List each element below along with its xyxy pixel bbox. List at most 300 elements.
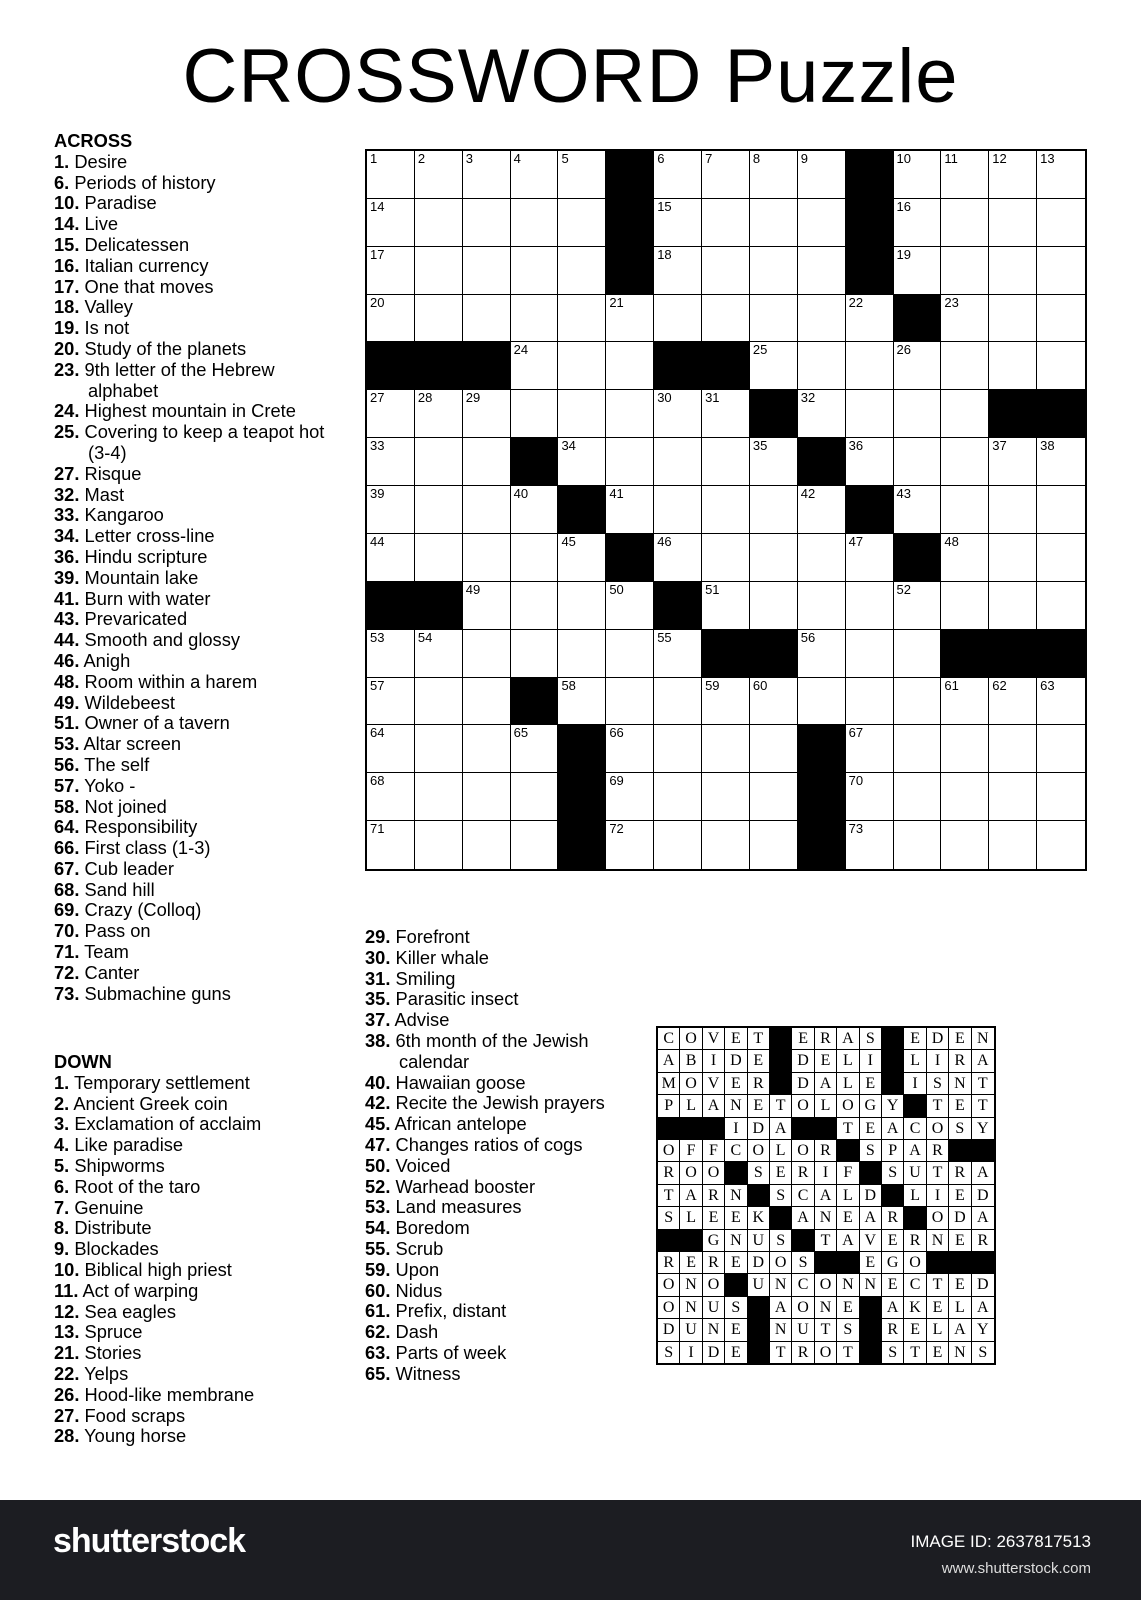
grid-cell[interactable] [1037,678,1085,726]
grid-cell[interactable] [463,821,511,869]
grid-cell[interactable] [367,151,415,199]
clue-number-label: 68 [370,773,385,789]
down-clue-list-continued [365,927,605,1385]
clue-number: 6. [54,171,70,193]
grid-cell[interactable] [846,678,894,726]
grid-cell[interactable] [511,582,559,630]
solution-cell: T [770,1342,792,1364]
down-clues [54,1052,344,1447]
solution-cell: E [904,1319,926,1341]
grid-cell[interactable] [606,486,654,534]
grid-cell[interactable] [606,390,654,438]
solution-cell: I [904,1073,926,1095]
grid-cell[interactable] [463,247,511,295]
clue-text: Canter [79,961,140,983]
solution-cell: N [725,1095,747,1117]
across-clue [54,963,344,984]
grid-cell[interactable] [750,773,798,821]
across-clues [54,131,344,1004]
grid-cell[interactable] [415,199,463,247]
grid-cell[interactable] [558,390,606,438]
grid-cell[interactable] [606,295,654,343]
grid-cell[interactable] [511,390,559,438]
down-clue [365,1218,605,1239]
grid-cell[interactable] [989,534,1037,582]
grid-cell[interactable] [798,247,846,295]
grid-cell[interactable] [894,773,942,821]
grid-cell[interactable] [367,630,415,678]
grid-cell[interactable] [1037,438,1085,486]
grid-cell[interactable] [894,199,942,247]
grid-cell[interactable] [941,725,989,773]
grid-cell[interactable] [511,151,559,199]
solution-cell: N [725,1230,747,1252]
black-square [702,630,750,678]
grid-cell[interactable] [415,678,463,726]
grid-cell[interactable] [511,773,559,821]
grid-cell[interactable] [941,199,989,247]
grid-cell[interactable] [989,151,1037,199]
grid-cell[interactable] [606,438,654,486]
grid-cell[interactable] [654,247,702,295]
grid-cell[interactable] [463,582,511,630]
grid-cell[interactable] [941,247,989,295]
black-square [837,1140,859,1162]
grid-cell[interactable] [463,725,511,773]
clue-number: 69. [54,899,80,921]
black-square [770,1050,792,1072]
grid-cell[interactable] [702,773,750,821]
across-clue [54,859,344,880]
down-clue [54,1406,344,1427]
grid-cell[interactable] [511,725,559,773]
grid-cell[interactable] [415,773,463,821]
grid-cell[interactable] [750,534,798,582]
grid-cell[interactable] [798,151,846,199]
grid-cell[interactable] [894,247,942,295]
clue-text: Boredom [390,1217,470,1239]
solution-cell: N [949,1073,971,1095]
grid-cell[interactable] [558,342,606,390]
clue-text: Warhead booster [390,1175,536,1197]
solution-cell: O [658,1140,680,1162]
across-clue [54,422,344,464]
clue-number-label: 21 [609,294,624,310]
solution-cell: A [837,1028,859,1050]
clue-text: Responsibility [79,816,198,838]
grid-cell[interactable] [798,630,846,678]
black-square [904,1095,926,1117]
clue-number: 42. [365,1092,391,1114]
grid-cell[interactable] [558,151,606,199]
solution-cell: O [680,1162,702,1184]
grid-cell[interactable] [511,821,559,869]
grid-cell[interactable] [846,821,894,869]
grid-cell[interactable] [415,725,463,773]
solution-cell: R [815,1140,837,1162]
grid-cell[interactable] [367,486,415,534]
across-clue [54,152,344,173]
grid-cell[interactable] [558,630,606,678]
grid-cell[interactable] [894,486,942,534]
grid-cell[interactable] [367,247,415,295]
grid-cell[interactable] [558,438,606,486]
grid-cell[interactable] [558,247,606,295]
solution-cell: L [904,1050,926,1072]
grid-cell[interactable] [798,390,846,438]
grid-cell[interactable] [941,295,989,343]
grid-cell[interactable] [463,773,511,821]
grid-cell[interactable] [654,438,702,486]
solution-cell: T [972,1095,994,1117]
across-clue [54,630,344,651]
grid-cell[interactable] [463,151,511,199]
clue-number-label: 62 [992,677,1007,693]
clue-number: 17. [54,275,80,297]
black-square [798,725,846,773]
grid-cell[interactable] [750,151,798,199]
grid-cell[interactable] [846,390,894,438]
grid-cell[interactable] [941,151,989,199]
grid-cell[interactable] [989,486,1037,534]
grid-cell[interactable] [415,247,463,295]
grid-cell[interactable] [989,342,1037,390]
grid-cell[interactable] [750,725,798,773]
grid-cell[interactable] [989,199,1037,247]
grid-cell[interactable] [989,773,1037,821]
grid-cell[interactable] [894,342,942,390]
grid-cell[interactable] [846,582,894,630]
down-clue [54,1281,344,1302]
clue-number: 61. [365,1300,391,1322]
grid-cell[interactable] [750,247,798,295]
clue-number: 14. [54,213,80,235]
grid-cell[interactable] [941,390,989,438]
grid-cell[interactable] [511,486,559,534]
clue-text: One that moves [79,275,214,297]
clue-number-label: 55 [657,629,672,645]
grid-cell[interactable] [894,678,942,726]
grid-cell[interactable] [367,821,415,869]
clue-number: 6. [54,1175,70,1197]
grid-cell[interactable] [367,295,415,343]
grid-cell[interactable] [750,438,798,486]
solution-cell: U [703,1297,725,1319]
black-square [658,1118,680,1140]
grid-cell[interactable] [894,582,942,630]
grid-cell[interactable] [750,486,798,534]
clue-number-label: 57 [370,677,385,693]
clue-text: Valley [79,296,133,318]
grid-cell[interactable] [702,199,750,247]
grid-cell[interactable] [941,342,989,390]
grid-cell[interactable] [511,630,559,678]
black-square [606,151,654,199]
grid-cell[interactable] [798,199,846,247]
solution-cell: D [703,1342,725,1364]
grid-cell[interactable] [798,582,846,630]
grid-cell[interactable] [702,725,750,773]
clue-number-label: 53 [370,629,385,645]
grid-cell[interactable] [894,151,942,199]
grid-cell[interactable] [989,725,1037,773]
grid-cell[interactable] [606,821,654,869]
solution-cell: E [725,1342,747,1364]
solution-cell: S [882,1162,904,1184]
grid-cell[interactable] [1037,342,1085,390]
grid-cell[interactable] [367,438,415,486]
black-square [558,773,606,821]
grid-cell[interactable] [798,534,846,582]
grid-cell[interactable] [989,821,1037,869]
clue-text: Letter cross-line [79,525,215,547]
grid-cell[interactable] [415,821,463,869]
grid-cell[interactable] [941,773,989,821]
down-clue [365,1031,605,1073]
grid-cell[interactable] [558,295,606,343]
across-clue [54,214,344,235]
solution-cell: R [748,1073,770,1095]
clue-number-label: 13 [1040,151,1055,166]
across-clue [54,900,344,921]
grid-cell[interactable] [750,342,798,390]
grid-cell[interactable] [511,295,559,343]
clue-text: Nidus [390,1279,443,1301]
brand-logo: shutterstock [53,1522,246,1560]
clue-text: Food scraps [79,1404,186,1426]
grid-cell[interactable] [1037,773,1085,821]
down-clue [365,1073,605,1094]
clue-number-label: 23 [944,294,959,310]
grid-cell[interactable] [846,342,894,390]
grid-cell[interactable] [654,534,702,582]
black-square [770,1207,792,1229]
grid-cell[interactable] [1037,295,1085,343]
grid-cell[interactable] [367,678,415,726]
solution-cell: R [949,1050,971,1072]
black-square [654,342,702,390]
grid-cell[interactable] [702,821,750,869]
grid-cell[interactable] [894,725,942,773]
grid-cell[interactable] [798,342,846,390]
grid-cell[interactable] [463,295,511,343]
grid-cell[interactable] [415,295,463,343]
clue-number-label: 15 [657,198,672,214]
grid-cell[interactable] [654,486,702,534]
grid-cell[interactable] [606,678,654,726]
clue-number-label: 34 [561,438,576,454]
grid-cell[interactable] [606,582,654,630]
solution-cell: I [725,1118,747,1140]
grid-cell[interactable] [846,534,894,582]
grid-cell[interactable] [463,438,511,486]
grid-cell[interactable] [846,725,894,773]
grid-cell[interactable] [894,390,942,438]
grid-cell[interactable] [558,678,606,726]
grid-cell[interactable] [1037,582,1085,630]
grid-cell[interactable] [846,438,894,486]
grid-cell[interactable] [511,247,559,295]
clue-number: 57. [54,774,80,796]
grid-cell[interactable] [415,486,463,534]
grid-cell[interactable] [654,151,702,199]
grid-cell[interactable] [558,199,606,247]
grid-cell[interactable] [415,534,463,582]
clue-number: 26. [54,1383,80,1405]
grid-cell[interactable] [894,821,942,869]
grid-cell[interactable] [654,630,702,678]
grid-cell[interactable] [750,295,798,343]
grid-cell[interactable] [367,534,415,582]
down-clue [365,1281,605,1302]
grid-cell[interactable] [654,678,702,726]
across-clue [54,776,344,797]
clue-number: 73. [54,982,80,1004]
grid-cell[interactable] [415,438,463,486]
black-square [894,295,942,343]
grid-cell[interactable] [1037,151,1085,199]
clue-number: 24. [54,400,80,422]
grid-cell[interactable] [702,390,750,438]
solution-cell: R [904,1230,926,1252]
grid-cell[interactable] [846,630,894,678]
grid-cell[interactable] [702,534,750,582]
grid-cell[interactable] [463,486,511,534]
grid-cell[interactable] [1037,534,1085,582]
grid-cell[interactable] [1037,199,1085,247]
grid-cell[interactable] [941,486,989,534]
grid-cell[interactable] [606,725,654,773]
grid-cell[interactable] [989,247,1037,295]
grid-cell[interactable] [606,342,654,390]
grid-cell[interactable] [798,295,846,343]
grid-cell[interactable] [558,582,606,630]
across-clue [54,838,344,859]
grid-cell[interactable] [702,151,750,199]
grid-cell[interactable] [415,151,463,199]
solution-cell: N [972,1028,994,1050]
grid-cell[interactable] [606,630,654,678]
grid-cell[interactable] [511,199,559,247]
grid-cell[interactable] [846,773,894,821]
grid-cell[interactable] [558,534,606,582]
grid-cell[interactable] [654,725,702,773]
grid-cell[interactable] [702,295,750,343]
across-clue [54,193,344,214]
grid-cell[interactable] [894,438,942,486]
clue-text: Exclamation of acclaim [69,1113,262,1135]
clue-text: Mountain lake [79,566,199,588]
grid-cell[interactable] [702,582,750,630]
black-square [770,1073,792,1095]
grid-cell[interactable] [367,390,415,438]
grid-cell[interactable] [702,486,750,534]
grid-cell[interactable] [798,486,846,534]
grid-cell[interactable] [798,678,846,726]
grid-cell[interactable] [367,773,415,821]
solution-cell: R [949,1162,971,1184]
grid-cell[interactable] [702,678,750,726]
clue-number-label: 45 [561,533,576,549]
clue-number-label: 37 [992,438,1007,454]
clue-number: 43. [54,608,80,630]
grid-cell[interactable] [511,342,559,390]
grid-cell[interactable] [941,678,989,726]
grid-cell[interactable] [846,295,894,343]
grid-cell[interactable] [702,438,750,486]
grid-cell[interactable] [1037,486,1085,534]
grid-cell[interactable] [415,390,463,438]
grid-cell[interactable] [941,582,989,630]
grid-cell[interactable] [989,438,1037,486]
grid-cell[interactable] [750,821,798,869]
grid-cell[interactable] [511,534,559,582]
grid-cell[interactable] [654,199,702,247]
clue-number-label: 58 [561,677,576,693]
across-heading: ACROSS [54,130,133,151]
grid-cell[interactable] [750,582,798,630]
clue-text: Witness [390,1362,461,1384]
clue-number: 21. [54,1342,80,1364]
clue-number-label: 9 [800,151,809,166]
solution-cell: N [703,1319,725,1341]
clue-text: Smiling [390,967,456,989]
grid-cell[interactable] [941,534,989,582]
grid-cell[interactable] [415,630,463,678]
grid-cell[interactable] [654,390,702,438]
grid-cell[interactable] [1037,247,1085,295]
across-clue [54,485,344,506]
grid-cell[interactable] [989,295,1037,343]
solution-cell: N [770,1274,792,1296]
grid-cell[interactable] [654,821,702,869]
grid-cell[interactable] [463,390,511,438]
clue-number: 35. [365,988,391,1010]
clue-number-label: 16 [896,198,911,214]
clue-number-label: 5 [561,151,569,166]
clue-text: Risque [79,462,142,484]
grid-cell[interactable] [1037,725,1085,773]
grid-cell[interactable] [463,678,511,726]
clue-number: 23. [54,358,80,380]
solution-cell: S [860,1140,882,1162]
grid-cell[interactable] [941,821,989,869]
grid-cell[interactable] [367,725,415,773]
solution-cell: E [792,1028,814,1050]
grid-cell[interactable] [463,630,511,678]
solution-cell: N [815,1207,837,1229]
grid-cell[interactable] [606,773,654,821]
grid-cell[interactable] [702,247,750,295]
grid-cell[interactable] [989,678,1037,726]
clue-text: Submachine guns [79,982,231,1004]
grid-cell[interactable] [989,582,1037,630]
grid-cell[interactable] [750,678,798,726]
clue-number: 18. [54,296,80,318]
grid-cell[interactable] [367,199,415,247]
clue-number-label: 43 [896,486,911,502]
grid-cell[interactable] [750,199,798,247]
grid-cell[interactable] [463,199,511,247]
grid-cell[interactable] [894,630,942,678]
grid-cell[interactable] [941,438,989,486]
grid-cell[interactable] [654,295,702,343]
grid-cell[interactable] [463,534,511,582]
clue-number: 25. [54,421,80,443]
grid-cell[interactable] [654,773,702,821]
grid-cell[interactable] [1037,821,1085,869]
solution-cell: N [860,1274,882,1296]
